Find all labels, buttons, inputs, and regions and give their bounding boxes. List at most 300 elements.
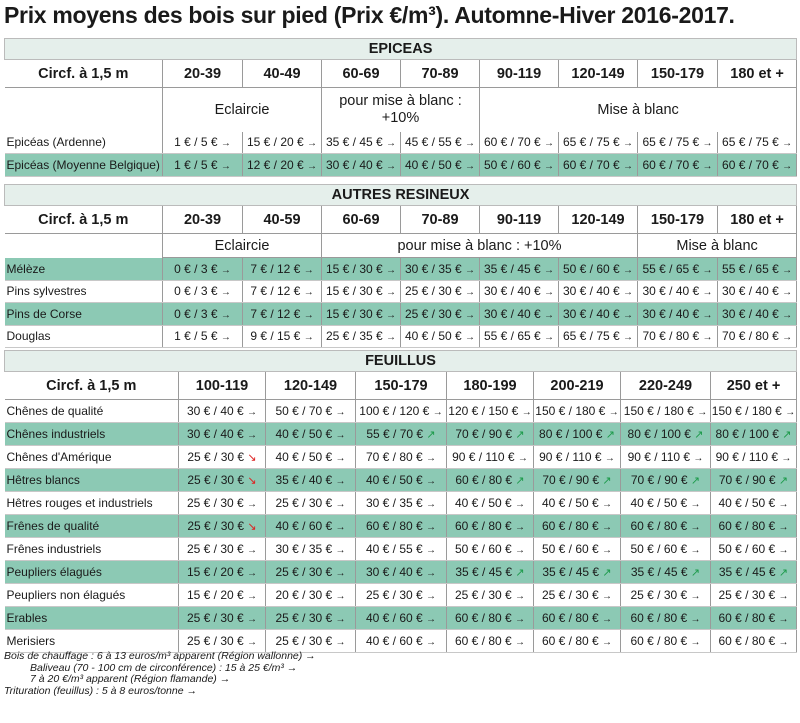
trend-stable-icon: →	[465, 264, 476, 276]
trend-up-icon: ↗	[602, 567, 612, 579]
row-label: Pins sylvestres	[5, 280, 163, 303]
price-cell: 100 € / 120 € →	[356, 400, 447, 423]
column-header: 180 et +	[718, 60, 797, 88]
table-row	[5, 280, 797, 303]
trend-stable-icon: →	[426, 614, 437, 625]
price-cell: 55 € / 65 € →	[480, 325, 559, 348]
trend-stable-icon: →	[220, 160, 231, 172]
price-cell: 40 € / 60 € →	[356, 630, 447, 653]
column-header: 120-149	[266, 372, 356, 400]
trend-stable-icon: →	[247, 430, 258, 441]
price-cell: 12 € / 20 € →	[243, 154, 322, 177]
row-label: Douglas	[5, 325, 163, 348]
trend-stable-icon: →	[335, 522, 346, 533]
price-cell: 60 € / 80 € →	[711, 630, 797, 653]
column-header: 60-69	[322, 206, 401, 234]
column-header: 120-149	[559, 206, 638, 234]
trend-stable-icon: →	[303, 287, 314, 299]
column-header: 150-179	[638, 206, 718, 234]
price-cell: 30 € / 40 € →	[480, 280, 559, 303]
trend-stable-icon: →	[782, 309, 793, 321]
price-cell: 25 € / 30 € →	[266, 607, 356, 630]
trend-stable-icon: →	[432, 407, 443, 418]
table-row	[5, 584, 797, 607]
footnotes	[4, 651, 316, 697]
column-header: 90-119	[480, 60, 559, 88]
trend-stable-icon: →	[465, 138, 476, 150]
price-cell: 25 € / 35 € →	[322, 325, 401, 348]
price-cell: 30 € / 40 € →	[718, 303, 797, 326]
column-header: 150-179	[638, 60, 718, 88]
price-cell: 50 € / 60 € →	[480, 154, 559, 177]
price-cell: 35 € / 40 € →	[266, 469, 356, 492]
price-cell: 25 € / 30 € →	[179, 538, 266, 561]
price-cell: 25 € / 30 € →	[401, 303, 480, 326]
footnote: Trituration (feuillus) : 5 à 8 euros/tonne →	[4, 684, 197, 697]
price-cell: 30 € / 40 € →	[480, 303, 559, 326]
price-cell: 60 € / 80 € →	[711, 515, 797, 538]
trend-stable-icon: →	[303, 332, 314, 344]
row-label: Peupliers élagués	[5, 561, 179, 584]
price-cell: 30 € / 40 € →	[638, 280, 718, 303]
price-cell: 25 € / 30 € →	[621, 584, 711, 607]
price-cell: 15 € / 20 € →	[179, 584, 266, 607]
row-label: Mélèze	[5, 258, 163, 281]
trend-stable-icon: →	[690, 545, 701, 556]
price-cell: 40 € / 55 € →	[356, 538, 447, 561]
table-row	[5, 492, 797, 515]
trend-stable-icon: →	[521, 407, 532, 418]
price-cell: 55 € / 65 € →	[638, 258, 718, 281]
price-cell: 40 € / 50 € →	[401, 325, 480, 348]
trend-stable-icon: →	[602, 591, 613, 602]
trend-stable-icon: →	[782, 287, 793, 299]
price-cell: 65 € / 75 € →	[559, 325, 638, 348]
price-cell: 1 € / 5 € →	[163, 132, 243, 154]
price-cell: 30 € / 40 € →	[718, 280, 797, 303]
trend-stable-icon: →	[515, 545, 526, 556]
price-cell: 30 € / 35 € →	[356, 492, 447, 515]
trend-stable-icon: →	[608, 407, 619, 418]
trend-stable-icon: →	[465, 332, 476, 344]
trend-stable-icon: →	[690, 614, 701, 625]
price-cell: 50 € / 60 € →	[621, 538, 711, 561]
table-row	[5, 515, 797, 538]
row-label: Erables	[5, 607, 179, 630]
price-cell: 25 € / 30 € →	[711, 584, 797, 607]
price-cell: 40 € / 50 € →	[447, 492, 534, 515]
trend-up-icon: ↗	[602, 475, 612, 487]
column-header: 180 et +	[718, 206, 797, 234]
row-label: Frênes industriels	[5, 538, 179, 561]
group-label-eclaircie: Eclaircie	[163, 234, 322, 258]
footnote: Baliveau (70 - 100 cm de circonférence) : 15 à 25 €/m³ →	[30, 661, 298, 674]
row-label: Merisiers	[5, 630, 179, 653]
row-label: Frênes de qualité	[5, 515, 179, 538]
column-header: 250 et +	[711, 372, 797, 400]
trend-stable-icon: →	[690, 522, 701, 533]
price-cell: 20 € / 30 € →	[266, 584, 356, 607]
price-cell: 40 € / 50 € →	[266, 423, 356, 446]
trend-stable-icon: →	[465, 287, 476, 299]
trend-stable-icon: →	[426, 637, 437, 648]
row-label: Epicéas (Moyenne Belgique)	[5, 154, 163, 177]
price-cell: 65 € / 75 € →	[718, 132, 797, 154]
price-cell: 40 € / 50 € →	[621, 492, 711, 515]
trend-stable-icon: →	[697, 407, 708, 418]
price-cell: 15 € / 30 € →	[322, 258, 401, 281]
feuillus-table	[4, 350, 797, 653]
price-cell: 60 € / 80 € →	[534, 515, 621, 538]
price-cell: 35 € / 45 € →	[480, 258, 559, 281]
trend-stable-icon: →	[386, 264, 397, 276]
trend-stable-icon: →	[690, 637, 701, 648]
trend-stable-icon: →	[335, 614, 346, 625]
price-cell: 40 € / 50 € →	[711, 492, 797, 515]
column-header: 40-59	[243, 206, 322, 234]
trend-stable-icon: →	[386, 332, 397, 344]
trend-stable-icon: →	[303, 264, 314, 276]
price-cell: 25 € / 30 € →	[266, 492, 356, 515]
trend-stable-icon: →	[778, 614, 789, 625]
price-cell: 0 € / 3 € →	[163, 280, 243, 303]
group-label-mise-a-blanc: Mise à blanc	[638, 234, 797, 258]
trend-stable-icon: →	[778, 591, 789, 602]
price-cell: 40 € / 60 € →	[266, 515, 356, 538]
table-row	[5, 423, 797, 446]
trend-stable-icon: →	[220, 287, 231, 299]
trend-stable-icon: →	[623, 287, 634, 299]
price-cell: 1 € / 5 € →	[163, 325, 243, 348]
trend-stable-icon: →	[515, 591, 526, 602]
trend-down-icon: ↘	[247, 521, 257, 533]
trend-stable-icon: →	[247, 545, 258, 556]
trend-down-icon: ↘	[247, 452, 257, 464]
circ-header: Circf. à 1,5 m	[5, 60, 163, 88]
price-cell: 90 € / 110 € →	[621, 446, 711, 469]
price-cell: 30 € / 40 € →	[179, 423, 266, 446]
column-header: 20-39	[163, 60, 243, 88]
price-cell: 60 € / 80 € →	[447, 607, 534, 630]
column-header: 90-119	[480, 206, 559, 234]
trend-stable-icon: →	[778, 499, 789, 510]
table-row	[5, 325, 797, 348]
column-header: 20-39	[163, 206, 243, 234]
price-cell: 30 € / 40 € →	[179, 400, 266, 423]
trend-stable-icon: →	[515, 522, 526, 533]
trend-stable-icon: →	[303, 309, 314, 321]
price-cell: 55 € / 70 € ↗	[356, 423, 447, 446]
price-cell: 60 € / 70 € →	[559, 154, 638, 177]
trend-stable-icon: →	[702, 309, 713, 321]
trend-stable-icon: →	[623, 264, 634, 276]
trend-stable-icon: →	[426, 522, 437, 533]
price-cell: 0 € / 3 € →	[163, 303, 243, 326]
price-cell: 150 € / 180 € →	[534, 400, 621, 423]
price-cell: 7 € / 12 € →	[243, 303, 322, 326]
column-header: 120-149	[559, 60, 638, 88]
column-header: 70-89	[401, 60, 480, 88]
price-cell: 65 € / 75 € →	[638, 132, 718, 154]
trend-stable-icon: →	[702, 332, 713, 344]
trend-stable-icon: →	[386, 287, 397, 299]
column-header: 40-49	[243, 60, 322, 88]
trend-stable-icon: →	[544, 309, 555, 321]
price-cell: 60 € / 80 € →	[356, 515, 447, 538]
trend-up-icon: ↗	[515, 567, 525, 579]
price-cell: 60 € / 80 € →	[447, 515, 534, 538]
price-cell: 25 € / 30 € →	[179, 607, 266, 630]
price-cell: 60 € / 80 € →	[621, 515, 711, 538]
price-cell: 35 € / 45 € →	[322, 132, 401, 154]
trend-stable-icon: →	[220, 309, 231, 321]
price-cell: 25 € / 30 € ↘	[179, 515, 266, 538]
price-cell: 65 € / 75 € →	[559, 132, 638, 154]
row-label: Chênes industriels	[5, 423, 179, 446]
price-cell: 25 € / 30 € →	[266, 561, 356, 584]
trend-stable-icon: →	[247, 637, 258, 648]
price-cell: 70 € / 90 € ↗	[621, 469, 711, 492]
price-cell: 7 € / 12 € →	[243, 280, 322, 303]
price-cell: 30 € / 40 € →	[559, 280, 638, 303]
price-cell: 35 € / 45 € ↗	[447, 561, 534, 584]
trend-stable-icon: →	[544, 264, 555, 276]
price-cell: 50 € / 60 € →	[559, 258, 638, 281]
price-cell: 60 € / 80 € →	[447, 630, 534, 653]
trend-stable-icon: →	[602, 499, 613, 510]
table-row	[5, 132, 797, 154]
trend-stable-icon: →	[781, 453, 792, 464]
trend-stable-icon: →	[386, 309, 397, 321]
price-cell: 45 € / 55 € →	[401, 132, 480, 154]
price-cell: 40 € / 50 € →	[401, 154, 480, 177]
price-cell: 30 € / 40 € →	[638, 303, 718, 326]
trend-stable-icon: →	[465, 309, 476, 321]
trend-stable-icon: →	[602, 522, 613, 533]
price-cell: 1 € / 5 € →	[163, 154, 243, 177]
trend-stable-icon: →	[335, 637, 346, 648]
row-label: Chênes de qualité	[5, 400, 179, 423]
price-cell: 35 € / 45 € ↗	[621, 561, 711, 584]
price-cell: 60 € / 70 € →	[638, 154, 718, 177]
price-cell: 50 € / 60 € →	[711, 538, 797, 561]
price-cell: 30 € / 35 € →	[266, 538, 356, 561]
trend-stable-icon: →	[693, 453, 704, 464]
price-cell: 15 € / 30 € →	[322, 280, 401, 303]
row-label: Peupliers non élagués	[5, 584, 179, 607]
table-row	[5, 607, 797, 630]
price-cell: 90 € / 110 € →	[534, 446, 621, 469]
trend-stable-icon: →	[544, 138, 555, 150]
price-cell: 55 € / 65 € →	[718, 258, 797, 281]
trend-stable-icon: →	[602, 545, 613, 556]
price-cell: 15 € / 30 € →	[322, 303, 401, 326]
trend-stable-icon: →	[690, 499, 701, 510]
price-cell: 40 € / 50 € →	[534, 492, 621, 515]
price-cell: 15 € / 20 € →	[179, 561, 266, 584]
group-label-eclaircie: Eclaircie	[163, 88, 322, 132]
table-row	[5, 154, 797, 177]
trend-stable-icon: →	[782, 264, 793, 276]
column-header: 180-199	[447, 372, 534, 400]
price-cell: 7 € / 12 € →	[243, 258, 322, 281]
trend-stable-icon: →	[335, 407, 346, 418]
section-heading-autres-resineux: AUTRES RESINEUX	[5, 185, 797, 206]
price-cell: 80 € / 100 € ↗	[711, 423, 797, 446]
group-label-mise-a-blanc-10: pour mise à blanc : +10%	[322, 234, 638, 258]
trend-stable-icon: →	[782, 332, 793, 344]
trend-stable-icon: →	[604, 453, 615, 464]
trend-stable-icon: →	[247, 407, 258, 418]
price-cell: 30 € / 40 € →	[559, 303, 638, 326]
trend-stable-icon: →	[515, 637, 526, 648]
price-cell: 70 € / 80 € →	[718, 325, 797, 348]
section-heading-epiceas: EPICEAS	[5, 39, 797, 60]
table-row	[5, 469, 797, 492]
column-header: 60-69	[322, 60, 401, 88]
price-cell: 25 € / 30 € →	[447, 584, 534, 607]
row-label: Chênes d'Amérique	[5, 446, 179, 469]
trend-stable-icon: →	[544, 160, 555, 172]
trend-stable-icon: →	[515, 614, 526, 625]
trend-stable-icon: →	[702, 160, 713, 172]
trend-stable-icon: →	[426, 453, 437, 464]
trend-stable-icon: →	[307, 138, 318, 150]
trend-stable-icon: →	[247, 591, 258, 602]
price-cell: 40 € / 60 € →	[356, 607, 447, 630]
trend-stable-icon: →	[426, 499, 437, 510]
price-cell: 70 € / 90 € ↗	[711, 469, 797, 492]
trend-stable-icon: →	[515, 499, 526, 510]
circ-header: Circf. à 1,5 m	[5, 372, 179, 400]
page-title: Prix moyens des bois sur pied (Prix €/m³). Automne-Hiver 2016-2017.	[4, 2, 735, 28]
price-cell: 60 € / 80 € →	[534, 630, 621, 653]
row-label: Pins de Corse	[5, 303, 163, 326]
trend-stable-icon: →	[335, 499, 346, 510]
price-cell: 60 € / 70 € →	[480, 132, 559, 154]
trend-stable-icon: →	[544, 287, 555, 299]
trend-stable-icon: →	[426, 591, 437, 602]
trend-up-icon: ↗	[778, 475, 789, 487]
price-cell: 0 € / 3 € →	[163, 258, 243, 281]
trend-stable-icon: →	[623, 332, 634, 344]
trend-stable-icon: →	[220, 264, 231, 276]
price-cell: 70 € / 90 € ↗	[534, 469, 621, 492]
price-cell: 25 € / 30 € →	[179, 492, 266, 515]
price-cell: 80 € / 100 € ↗	[534, 423, 621, 446]
trend-stable-icon: →	[426, 476, 437, 487]
trend-stable-icon: →	[690, 591, 701, 602]
trend-stable-icon: →	[778, 545, 789, 556]
trend-stable-icon: →	[335, 545, 346, 556]
autres-resineux-table	[4, 184, 797, 348]
epiceas-table	[4, 38, 797, 177]
trend-stable-icon: →	[247, 614, 258, 625]
price-cell: 30 € / 35 € →	[401, 258, 480, 281]
price-cell: 35 € / 45 € ↗	[534, 561, 621, 584]
price-cell: 90 € / 110 € →	[447, 446, 534, 469]
trend-stable-icon: →	[335, 591, 346, 602]
table-row	[5, 258, 797, 281]
trend-stable-icon: →	[220, 138, 231, 150]
group-label-mise-a-blanc-10: pour mise à blanc : +10%	[322, 88, 480, 132]
trend-up-icon: ↗	[515, 475, 525, 487]
trend-stable-icon: →	[247, 499, 258, 510]
price-cell: 70 € / 90 € ↗	[447, 423, 534, 446]
footnote: Bois de chauffage : 6 à 13 euros/m³ apparent (Région wallonne) →	[4, 650, 316, 662]
price-cell: 70 € / 80 € →	[638, 325, 718, 348]
trend-up-icon: ↗	[605, 429, 615, 441]
price-cell: 25 € / 30 € ↘	[179, 446, 266, 469]
price-cell: 30 € / 40 € →	[322, 154, 401, 177]
price-cell: 60 € / 80 € ↗	[447, 469, 534, 492]
trend-up-icon: ↗	[690, 475, 701, 487]
row-label: Hêtres rouges et industriels	[5, 492, 179, 515]
trend-stable-icon: →	[247, 568, 258, 579]
trend-stable-icon: →	[702, 287, 713, 299]
price-cell: 40 € / 50 € →	[356, 469, 447, 492]
trend-up-icon: ↗	[690, 567, 701, 579]
price-cell: 70 € / 80 € →	[356, 446, 447, 469]
price-cell: 150 € / 180 € →	[711, 400, 797, 423]
group-label-mise-a-blanc: Mise à blanc	[480, 88, 797, 132]
price-cell: 60 € / 80 € →	[621, 607, 711, 630]
price-cell: 9 € / 15 € →	[243, 325, 322, 348]
column-header: 200-219	[534, 372, 621, 400]
table-row	[5, 303, 797, 326]
trend-stable-icon: →	[335, 568, 346, 579]
price-cell: 60 € / 80 € →	[711, 607, 797, 630]
price-cell: 30 € / 40 € →	[356, 561, 447, 584]
trend-stable-icon: →	[465, 160, 476, 172]
section-heading-feuillus: FEUILLUS	[5, 351, 797, 372]
table-row	[5, 538, 797, 561]
price-cell: 15 € / 20 € →	[243, 132, 322, 154]
trend-stable-icon: →	[778, 522, 789, 533]
price-cell: 50 € / 70 € →	[266, 400, 356, 423]
trend-up-icon: ↗	[778, 567, 789, 579]
price-cell: 90 € / 110 € →	[711, 446, 797, 469]
row-label: Epicéas (Ardenne)	[5, 132, 163, 154]
trend-up-icon: ↗	[782, 429, 792, 441]
footnote: 7 à 20 €/m³ apparent (Région flamande) →	[30, 673, 231, 685]
trend-stable-icon: →	[517, 453, 528, 464]
price-cell: 25 € / 30 € →	[401, 280, 480, 303]
price-cell: 25 € / 30 € →	[356, 584, 447, 607]
trend-stable-icon: →	[426, 568, 437, 579]
trend-stable-icon: →	[220, 332, 231, 344]
column-header: 220-249	[621, 372, 711, 400]
trend-stable-icon: →	[623, 160, 634, 172]
trend-stable-icon: →	[602, 637, 613, 648]
trend-stable-icon: →	[702, 138, 713, 150]
price-cell: 40 € / 50 € →	[266, 446, 356, 469]
trend-up-icon: ↗	[515, 429, 525, 441]
price-cell: 50 € / 60 € →	[534, 538, 621, 561]
price-cell: 25 € / 30 € ↘	[179, 469, 266, 492]
trend-stable-icon: →	[335, 453, 346, 464]
table-row	[5, 400, 797, 423]
trend-stable-icon: →	[782, 160, 793, 172]
trend-stable-icon: →	[335, 476, 346, 487]
trend-stable-icon: →	[785, 407, 796, 418]
row-label: Hêtres blancs	[5, 469, 179, 492]
price-cell: 120 € / 150 € →	[447, 400, 534, 423]
price-cell: 60 € / 80 € →	[621, 630, 711, 653]
price-cell: 25 € / 30 € →	[534, 584, 621, 607]
trend-stable-icon: →	[623, 138, 634, 150]
trend-up-icon: ↗	[694, 429, 704, 441]
